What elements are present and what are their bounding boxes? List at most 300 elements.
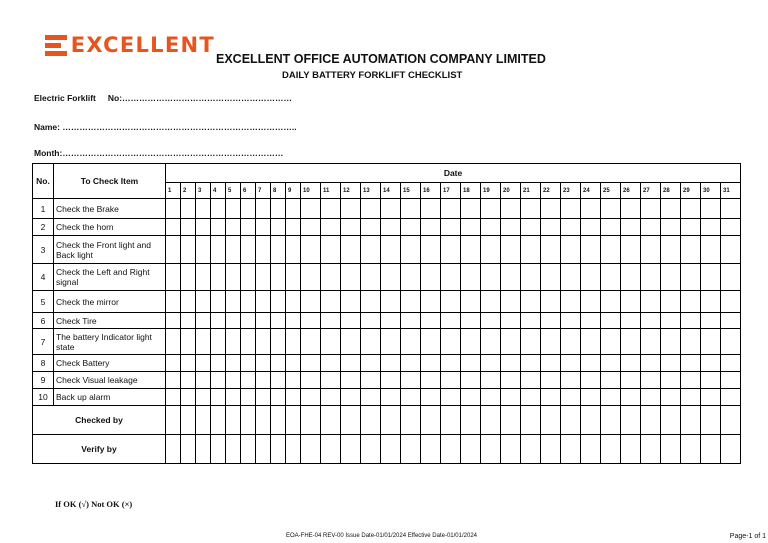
signature-cell[interactable] [681, 406, 701, 435]
check-cell[interactable] [541, 372, 561, 389]
check-cell[interactable] [581, 199, 601, 219]
signature-cell[interactable] [381, 406, 401, 435]
check-cell[interactable] [256, 313, 271, 329]
signature-cell[interactable] [401, 406, 421, 435]
check-cell[interactable] [196, 236, 211, 264]
check-cell[interactable] [701, 372, 721, 389]
check-cell[interactable] [226, 329, 241, 355]
check-cell[interactable] [581, 389, 601, 406]
check-cell[interactable] [561, 355, 581, 372]
check-cell[interactable] [601, 199, 621, 219]
check-cell[interactable] [701, 264, 721, 291]
check-cell[interactable] [361, 329, 381, 355]
signature-cell[interactable] [181, 406, 196, 435]
check-cell[interactable] [271, 329, 286, 355]
check-cell[interactable] [286, 199, 301, 219]
check-cell[interactable] [241, 264, 256, 291]
check-cell[interactable] [321, 236, 341, 264]
signature-cell[interactable] [501, 406, 521, 435]
check-cell[interactable] [581, 264, 601, 291]
check-cell[interactable] [481, 355, 501, 372]
check-cell[interactable] [301, 355, 321, 372]
check-cell[interactable] [441, 219, 461, 236]
check-cell[interactable] [501, 329, 521, 355]
signature-cell[interactable] [271, 406, 286, 435]
check-cell[interactable] [541, 236, 561, 264]
check-cell[interactable] [541, 389, 561, 406]
check-cell[interactable] [601, 236, 621, 264]
check-cell[interactable] [621, 372, 641, 389]
check-cell[interactable] [461, 372, 481, 389]
check-cell[interactable] [501, 313, 521, 329]
check-cell[interactable] [441, 199, 461, 219]
signature-cell[interactable] [481, 435, 501, 464]
check-cell[interactable] [166, 264, 181, 291]
check-cell[interactable] [641, 291, 661, 313]
check-cell[interactable] [621, 355, 641, 372]
check-cell[interactable] [381, 291, 401, 313]
check-cell[interactable] [166, 219, 181, 236]
check-cell[interactable] [361, 355, 381, 372]
check-cell[interactable] [581, 313, 601, 329]
check-cell[interactable] [561, 291, 581, 313]
check-cell[interactable] [181, 329, 196, 355]
check-cell[interactable] [321, 219, 341, 236]
check-cell[interactable] [401, 329, 421, 355]
check-cell[interactable] [681, 291, 701, 313]
signature-cell[interactable] [541, 435, 561, 464]
check-cell[interactable] [561, 264, 581, 291]
check-cell[interactable] [361, 219, 381, 236]
check-cell[interactable] [421, 219, 441, 236]
check-cell[interactable] [541, 291, 561, 313]
check-cell[interactable] [241, 219, 256, 236]
check-cell[interactable] [481, 389, 501, 406]
check-cell[interactable] [181, 236, 196, 264]
check-cell[interactable] [641, 372, 661, 389]
check-cell[interactable] [721, 389, 741, 406]
check-cell[interactable] [286, 219, 301, 236]
check-cell[interactable] [166, 313, 181, 329]
check-cell[interactable] [621, 219, 641, 236]
check-cell[interactable] [181, 199, 196, 219]
check-cell[interactable] [226, 264, 241, 291]
check-cell[interactable] [461, 313, 481, 329]
check-cell[interactable] [361, 291, 381, 313]
check-cell[interactable] [521, 313, 541, 329]
check-cell[interactable] [541, 264, 561, 291]
check-cell[interactable] [341, 264, 361, 291]
check-cell[interactable] [661, 313, 681, 329]
check-cell[interactable] [211, 264, 226, 291]
signature-cell[interactable] [481, 406, 501, 435]
check-cell[interactable] [286, 372, 301, 389]
signature-cell[interactable] [521, 406, 541, 435]
check-cell[interactable] [621, 313, 641, 329]
check-cell[interactable] [441, 329, 461, 355]
check-cell[interactable] [661, 291, 681, 313]
check-cell[interactable] [401, 355, 421, 372]
signature-cell[interactable] [211, 435, 226, 464]
check-cell[interactable] [241, 329, 256, 355]
check-cell[interactable] [381, 389, 401, 406]
check-cell[interactable] [561, 329, 581, 355]
check-cell[interactable] [501, 355, 521, 372]
signature-cell[interactable] [721, 406, 741, 435]
check-cell[interactable] [501, 264, 521, 291]
check-cell[interactable] [501, 291, 521, 313]
check-cell[interactable] [166, 355, 181, 372]
signature-cell[interactable] [441, 406, 461, 435]
check-cell[interactable] [196, 372, 211, 389]
check-cell[interactable] [401, 264, 421, 291]
check-cell[interactable] [256, 329, 271, 355]
signature-cell[interactable] [561, 435, 581, 464]
check-cell[interactable] [681, 355, 701, 372]
check-cell[interactable] [641, 236, 661, 264]
check-cell[interactable] [181, 291, 196, 313]
check-cell[interactable] [581, 372, 601, 389]
signature-cell[interactable] [321, 435, 341, 464]
signature-cell[interactable] [166, 435, 181, 464]
check-cell[interactable] [226, 372, 241, 389]
check-cell[interactable] [441, 389, 461, 406]
check-cell[interactable] [481, 313, 501, 329]
check-cell[interactable] [401, 199, 421, 219]
check-cell[interactable] [501, 219, 521, 236]
check-cell[interactable] [421, 291, 441, 313]
check-cell[interactable] [271, 291, 286, 313]
signature-cell[interactable] [321, 406, 341, 435]
check-cell[interactable] [241, 236, 256, 264]
check-cell[interactable] [361, 372, 381, 389]
check-cell[interactable] [241, 313, 256, 329]
signature-cell[interactable] [461, 406, 481, 435]
check-cell[interactable] [721, 236, 741, 264]
check-cell[interactable] [196, 355, 211, 372]
check-cell[interactable] [541, 355, 561, 372]
check-cell[interactable] [271, 355, 286, 372]
check-cell[interactable] [421, 372, 441, 389]
check-cell[interactable] [581, 355, 601, 372]
check-cell[interactable] [301, 329, 321, 355]
check-cell[interactable] [461, 355, 481, 372]
signature-cell[interactable] [681, 435, 701, 464]
signature-cell[interactable] [601, 406, 621, 435]
check-cell[interactable] [211, 372, 226, 389]
check-cell[interactable] [321, 264, 341, 291]
check-cell[interactable] [721, 291, 741, 313]
check-cell[interactable] [661, 236, 681, 264]
check-cell[interactable] [271, 313, 286, 329]
check-cell[interactable] [361, 236, 381, 264]
check-cell[interactable] [256, 199, 271, 219]
check-cell[interactable] [661, 199, 681, 219]
check-cell[interactable] [461, 329, 481, 355]
check-cell[interactable] [601, 389, 621, 406]
check-cell[interactable] [286, 291, 301, 313]
check-cell[interactable] [681, 199, 701, 219]
check-cell[interactable] [481, 199, 501, 219]
check-cell[interactable] [271, 236, 286, 264]
check-cell[interactable] [541, 329, 561, 355]
signature-cell[interactable] [381, 435, 401, 464]
check-cell[interactable] [701, 313, 721, 329]
check-cell[interactable] [421, 264, 441, 291]
check-cell[interactable] [341, 219, 361, 236]
check-cell[interactable] [286, 264, 301, 291]
check-cell[interactable] [421, 329, 441, 355]
check-cell[interactable] [341, 291, 361, 313]
signature-cell[interactable] [286, 406, 301, 435]
check-cell[interactable] [321, 389, 341, 406]
check-cell[interactable] [166, 389, 181, 406]
check-cell[interactable] [441, 313, 461, 329]
check-cell[interactable] [401, 372, 421, 389]
check-cell[interactable] [401, 236, 421, 264]
signature-cell[interactable] [196, 435, 211, 464]
check-cell[interactable] [241, 291, 256, 313]
signature-cell[interactable] [581, 435, 601, 464]
check-cell[interactable] [661, 264, 681, 291]
check-cell[interactable] [561, 389, 581, 406]
check-cell[interactable] [521, 236, 541, 264]
check-cell[interactable] [271, 372, 286, 389]
check-cell[interactable] [481, 219, 501, 236]
signature-cell[interactable] [211, 406, 226, 435]
check-cell[interactable] [301, 199, 321, 219]
check-cell[interactable] [211, 389, 226, 406]
check-cell[interactable] [381, 219, 401, 236]
check-cell[interactable] [501, 389, 521, 406]
signature-cell[interactable] [301, 406, 321, 435]
check-cell[interactable] [641, 219, 661, 236]
check-cell[interactable] [181, 372, 196, 389]
signature-cell[interactable] [341, 406, 361, 435]
signature-cell[interactable] [361, 406, 381, 435]
check-cell[interactable] [256, 355, 271, 372]
check-cell[interactable] [241, 199, 256, 219]
check-cell[interactable] [401, 219, 421, 236]
check-cell[interactable] [601, 329, 621, 355]
check-cell[interactable] [501, 372, 521, 389]
check-cell[interactable] [441, 355, 461, 372]
check-cell[interactable] [721, 264, 741, 291]
signature-cell[interactable] [241, 406, 256, 435]
check-cell[interactable] [301, 313, 321, 329]
check-cell[interactable] [341, 355, 361, 372]
check-cell[interactable] [461, 389, 481, 406]
check-cell[interactable] [681, 236, 701, 264]
check-cell[interactable] [461, 291, 481, 313]
check-cell[interactable] [286, 355, 301, 372]
check-cell[interactable] [661, 329, 681, 355]
check-cell[interactable] [181, 219, 196, 236]
check-cell[interactable] [541, 313, 561, 329]
check-cell[interactable] [196, 219, 211, 236]
check-cell[interactable] [321, 372, 341, 389]
check-cell[interactable] [256, 219, 271, 236]
check-cell[interactable] [501, 199, 521, 219]
check-cell[interactable] [501, 236, 521, 264]
check-cell[interactable] [256, 291, 271, 313]
signature-cell[interactable] [701, 435, 721, 464]
check-cell[interactable] [226, 389, 241, 406]
check-cell[interactable] [211, 355, 226, 372]
check-cell[interactable] [166, 329, 181, 355]
check-cell[interactable] [561, 219, 581, 236]
check-cell[interactable] [701, 291, 721, 313]
signature-cell[interactable] [461, 435, 481, 464]
check-cell[interactable] [421, 313, 441, 329]
check-cell[interactable] [181, 264, 196, 291]
check-cell[interactable] [601, 372, 621, 389]
check-cell[interactable] [601, 264, 621, 291]
check-cell[interactable] [581, 219, 601, 236]
check-cell[interactable] [301, 291, 321, 313]
signature-cell[interactable] [581, 406, 601, 435]
check-cell[interactable] [286, 329, 301, 355]
check-cell[interactable] [641, 389, 661, 406]
check-cell[interactable] [461, 199, 481, 219]
check-cell[interactable] [621, 199, 641, 219]
check-cell[interactable] [381, 264, 401, 291]
check-cell[interactable] [196, 313, 211, 329]
month-field[interactable]: Month:…………………………………………………………………… [34, 148, 284, 158]
check-cell[interactable] [641, 329, 661, 355]
check-cell[interactable] [681, 264, 701, 291]
check-cell[interactable] [166, 291, 181, 313]
check-cell[interactable] [641, 313, 661, 329]
check-cell[interactable] [561, 372, 581, 389]
check-cell[interactable] [621, 329, 641, 355]
signature-cell[interactable] [641, 435, 661, 464]
signature-cell[interactable] [226, 435, 241, 464]
check-cell[interactable] [271, 219, 286, 236]
check-cell[interactable] [321, 355, 341, 372]
check-cell[interactable] [601, 355, 621, 372]
check-cell[interactable] [461, 236, 481, 264]
check-cell[interactable] [561, 199, 581, 219]
check-cell[interactable] [226, 291, 241, 313]
check-cell[interactable] [641, 264, 661, 291]
check-cell[interactable] [321, 313, 341, 329]
check-cell[interactable] [166, 236, 181, 264]
check-cell[interactable] [241, 355, 256, 372]
check-cell[interactable] [721, 199, 741, 219]
signature-cell[interactable] [701, 406, 721, 435]
check-cell[interactable] [196, 329, 211, 355]
check-cell[interactable] [256, 372, 271, 389]
signature-cell[interactable] [441, 435, 461, 464]
check-cell[interactable] [286, 236, 301, 264]
check-cell[interactable] [301, 372, 321, 389]
check-cell[interactable] [621, 291, 641, 313]
check-cell[interactable] [381, 313, 401, 329]
check-cell[interactable] [581, 236, 601, 264]
check-cell[interactable] [441, 372, 461, 389]
check-cell[interactable] [271, 264, 286, 291]
check-cell[interactable] [301, 236, 321, 264]
signature-cell[interactable] [501, 435, 521, 464]
check-cell[interactable] [661, 355, 681, 372]
check-cell[interactable] [361, 199, 381, 219]
check-cell[interactable] [211, 291, 226, 313]
check-cell[interactable] [196, 199, 211, 219]
check-cell[interactable] [701, 355, 721, 372]
check-cell[interactable] [721, 329, 741, 355]
signature-cell[interactable] [601, 435, 621, 464]
check-cell[interactable] [621, 236, 641, 264]
check-cell[interactable] [421, 355, 441, 372]
check-cell[interactable] [461, 264, 481, 291]
check-cell[interactable] [341, 372, 361, 389]
check-cell[interactable] [701, 236, 721, 264]
signature-cell[interactable] [641, 406, 661, 435]
check-cell[interactable] [211, 236, 226, 264]
signature-cell[interactable] [401, 435, 421, 464]
name-field[interactable]: Name: ……………………………………………………………………….. [34, 122, 297, 132]
check-cell[interactable] [481, 329, 501, 355]
check-cell[interactable] [341, 329, 361, 355]
signature-cell[interactable] [421, 406, 441, 435]
check-cell[interactable] [401, 389, 421, 406]
signature-cell[interactable] [301, 435, 321, 464]
check-cell[interactable] [341, 199, 361, 219]
check-cell[interactable] [196, 389, 211, 406]
check-cell[interactable] [301, 389, 321, 406]
check-cell[interactable] [621, 389, 641, 406]
check-cell[interactable] [441, 236, 461, 264]
check-cell[interactable] [321, 199, 341, 219]
signature-cell[interactable] [196, 406, 211, 435]
check-cell[interactable] [721, 372, 741, 389]
check-cell[interactable] [581, 291, 601, 313]
check-cell[interactable] [641, 199, 661, 219]
signature-cell[interactable] [241, 435, 256, 464]
check-cell[interactable] [721, 313, 741, 329]
check-cell[interactable] [301, 264, 321, 291]
check-cell[interactable] [381, 355, 401, 372]
check-cell[interactable] [701, 389, 721, 406]
check-cell[interactable] [481, 372, 501, 389]
check-cell[interactable] [226, 219, 241, 236]
check-cell[interactable] [256, 389, 271, 406]
check-cell[interactable] [681, 372, 701, 389]
check-cell[interactable] [241, 372, 256, 389]
check-cell[interactable] [681, 389, 701, 406]
check-cell[interactable] [381, 236, 401, 264]
check-cell[interactable] [561, 236, 581, 264]
check-cell[interactable] [211, 219, 226, 236]
check-cell[interactable] [401, 313, 421, 329]
check-cell[interactable] [421, 236, 441, 264]
check-cell[interactable] [286, 389, 301, 406]
check-cell[interactable] [641, 355, 661, 372]
check-cell[interactable] [256, 236, 271, 264]
check-cell[interactable] [321, 291, 341, 313]
check-cell[interactable] [241, 389, 256, 406]
check-cell[interactable] [701, 199, 721, 219]
signature-cell[interactable] [521, 435, 541, 464]
check-cell[interactable] [661, 372, 681, 389]
check-cell[interactable] [601, 219, 621, 236]
signature-cell[interactable] [271, 435, 286, 464]
check-cell[interactable] [401, 291, 421, 313]
check-cell[interactable] [381, 329, 401, 355]
signature-cell[interactable] [256, 435, 271, 464]
check-cell[interactable] [421, 389, 441, 406]
